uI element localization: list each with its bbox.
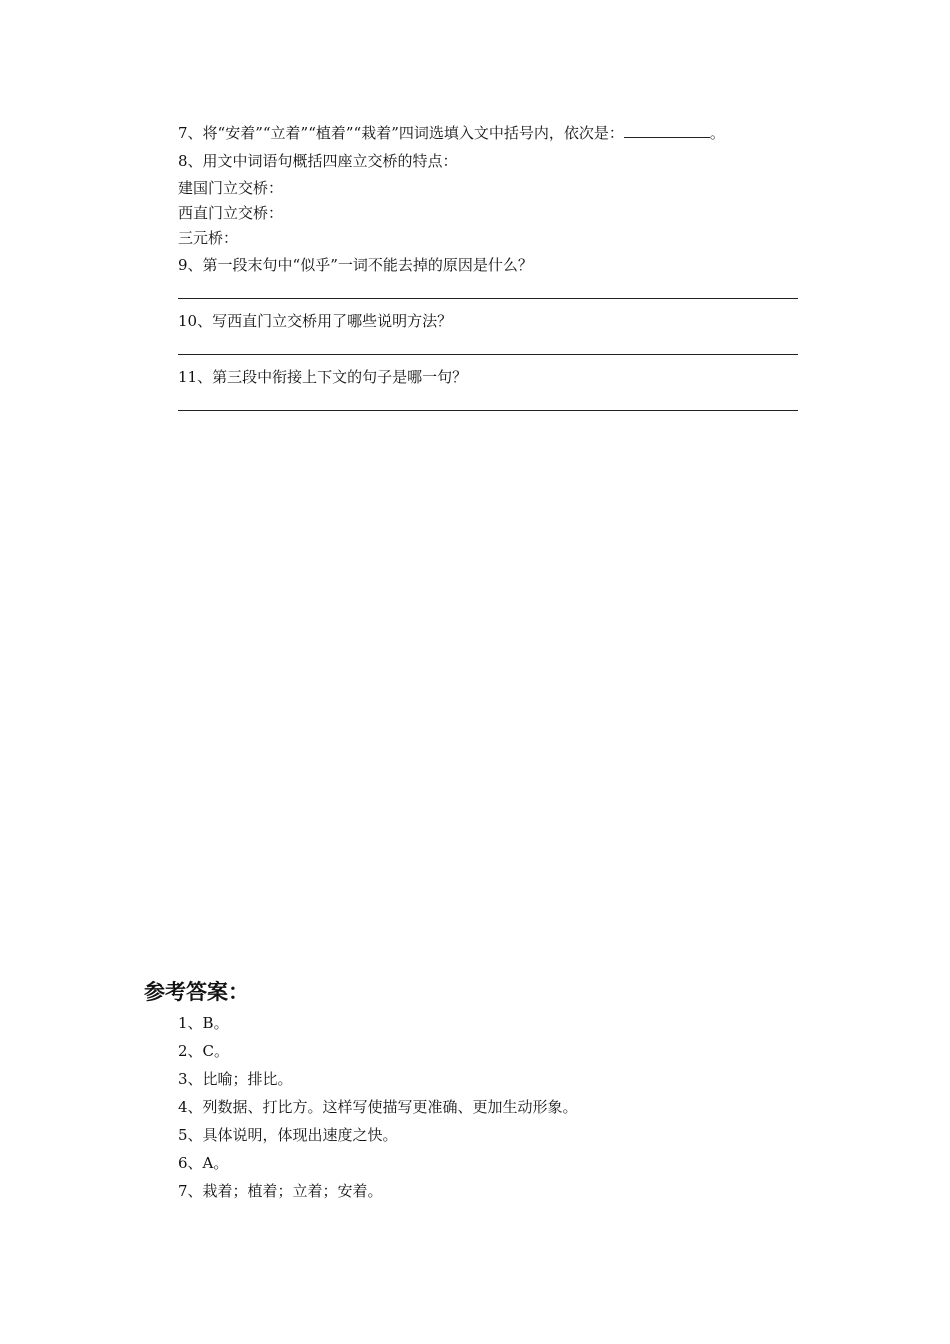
answer-item: 7、栽着；植着；立着；安着。 — [178, 1182, 383, 1200]
answer-item: 3、比喻；排比。 — [178, 1070, 293, 1088]
question-7-text: 7、将“安着”“立着”“植着”“栽着”四词选填入文中括号内，依次是： — [178, 124, 624, 142]
answers-heading: 参考答案： — [144, 980, 249, 1004]
question-11: 11、第三段中衔接上下文的句子是哪一句？ — [178, 368, 468, 386]
answer-item: 1、B。 — [178, 1014, 229, 1032]
answer-item: 6、A。 — [178, 1154, 229, 1172]
question-8: 8、用文中词语句概括四座立交桥的特点： — [178, 152, 458, 170]
question-10: 10、写西直门立交桥用了哪些说明方法？ — [178, 312, 453, 330]
question-8-item-jianguomen: 建国门立交桥： — [178, 179, 284, 197]
answer-blank — [624, 123, 710, 138]
question-9: 9、第一段末句中“似乎”一词不能去掉的原因是什么？ — [178, 256, 533, 274]
answer-item: 5、具体说明，体现出速度之快。 — [178, 1126, 398, 1144]
answer-line — [178, 298, 798, 299]
question-7 — [178, 123, 725, 143]
answer-item: 2、C。 — [178, 1042, 230, 1060]
question-7-end: 。 — [709, 124, 725, 142]
question-8-item-sanyuan: 三元桥： — [178, 229, 239, 247]
answer-line — [178, 410, 798, 411]
question-8-item-xizhimen: 西直门立交桥： — [178, 204, 284, 222]
answer-item: 4、列数据、打比方。这样写使描写更准确、更加生动形象。 — [178, 1098, 578, 1116]
answer-line — [178, 354, 798, 355]
